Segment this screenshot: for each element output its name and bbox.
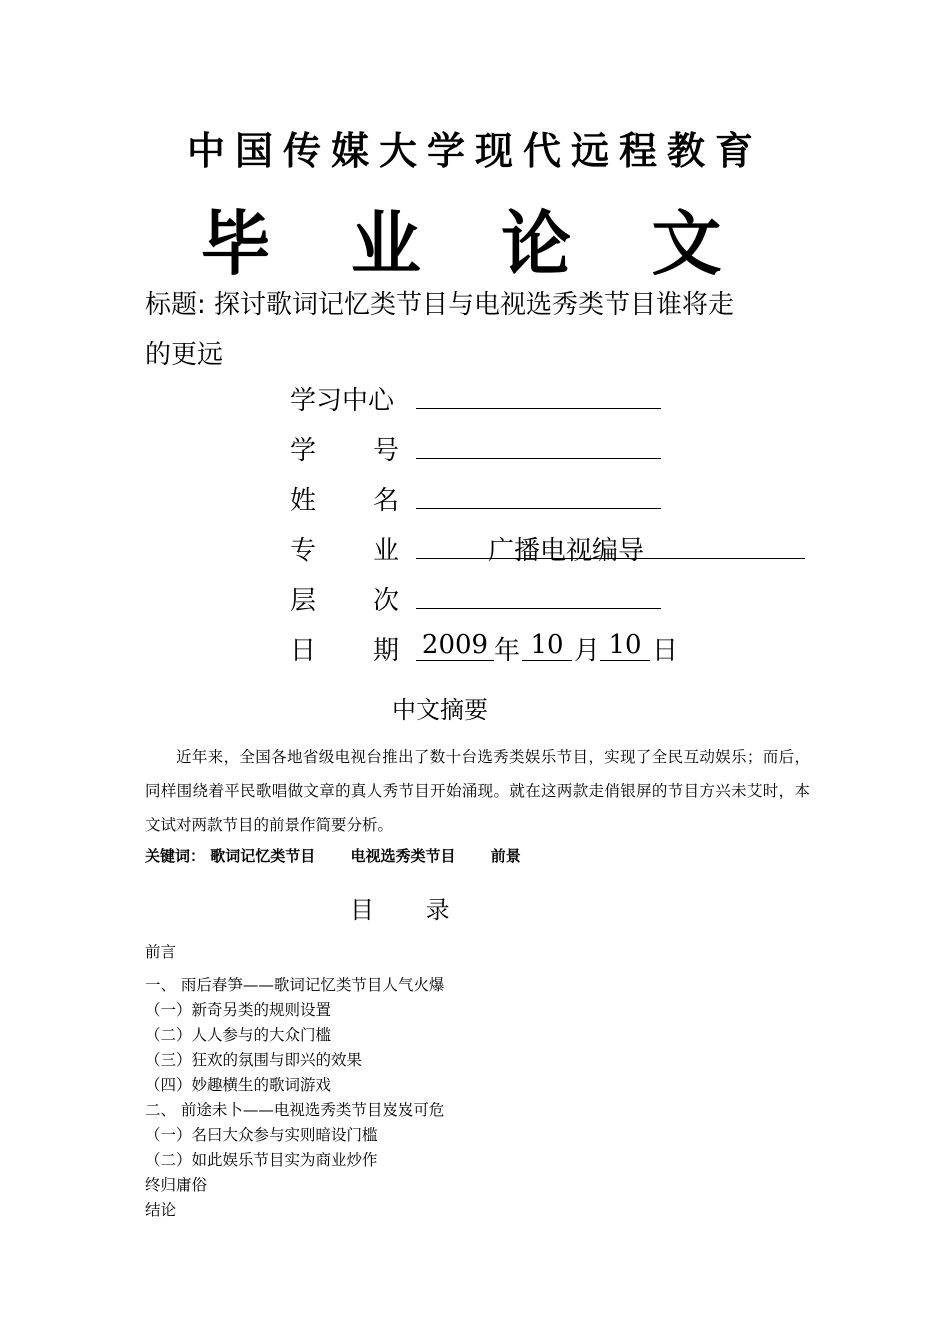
date-month: 10 [522,630,572,661]
toc-item: 二、 前途未卜——电视选秀类节目岌岌可危 [145,1101,445,1119]
blank-line [416,508,661,509]
field-label: 学习中心 [290,386,395,416]
document-type: 毕 业 论 文 [200,203,750,285]
keyword: 歌词记忆类节目 [210,847,316,865]
thesis-title-line1: 标题: 探讨歌词记忆类节目与电视选秀类节目谁将走 [145,290,735,320]
date-year-unit: 年 [494,636,521,666]
field-label: 期 [373,636,400,666]
field-label: 业 [373,536,400,566]
blank-line [416,608,661,609]
blank-line [416,558,805,559]
field-label: 学 [290,436,317,466]
date-month-unit: 月 [574,636,601,666]
major-value: 广播电视编导 [488,536,645,566]
field-label: 名 [373,486,400,516]
date-day-unit: 日 [652,636,679,666]
toc-item: 一、 雨后春笋——歌词记忆类节目人气火爆 [145,976,445,994]
field-label: 号 [373,436,400,466]
abstract-heading: 中文摘要 [392,696,488,724]
blank-line [416,458,661,459]
field-label: 层 [290,586,317,616]
toc-item: （一）名曰大众参与实则暗设门槛 [145,1126,378,1144]
date-year: 2009 [416,630,494,661]
keywords-label: 关键词： [145,847,206,865]
field-label: 姓 [290,486,317,516]
abstract-text: 近年来，全国各地省级电视台推出了数十台选秀类娱乐节目，实现了全民互动娱乐；而后，同样围绕着平民歌唱做文章的真人秀节目开始涌现。就在这两款走俏银屏的节目方兴未艾时，本文试对两款节目的前景作简要分析。 [145,748,810,834]
toc-item: （二）如此娱乐节目实为商业炒作 [145,1151,378,1169]
blank-line [416,408,661,409]
toc-heading: 目 录 [350,896,472,924]
school-name: 中国传媒大学现代远程教育 [186,128,763,173]
thesis-title-line2: 的更远 [145,340,224,370]
toc-item: （四）妙趣横生的歌词游戏 [145,1076,332,1094]
field-label: 次 [373,586,400,616]
field-label: 日 [290,636,317,666]
keyword: 前景 [490,847,521,865]
keywords-line [145,845,551,866]
keyword: 电视选秀类节目 [350,847,456,865]
field-label: 专 [290,536,317,566]
field-date [290,630,710,670]
toc-item: 前言 [145,943,177,961]
date-day: 10 [600,630,650,661]
toc-item: （一）新奇另类的规则设置 [145,1001,332,1019]
toc-item: 终归庸俗 [145,1176,208,1194]
toc-item: （三）狂欢的氛围与即兴的效果 [145,1051,363,1069]
toc-item: （二）人人参与的大众门槛 [145,1026,332,1044]
toc-item: 结论 [145,1201,177,1219]
